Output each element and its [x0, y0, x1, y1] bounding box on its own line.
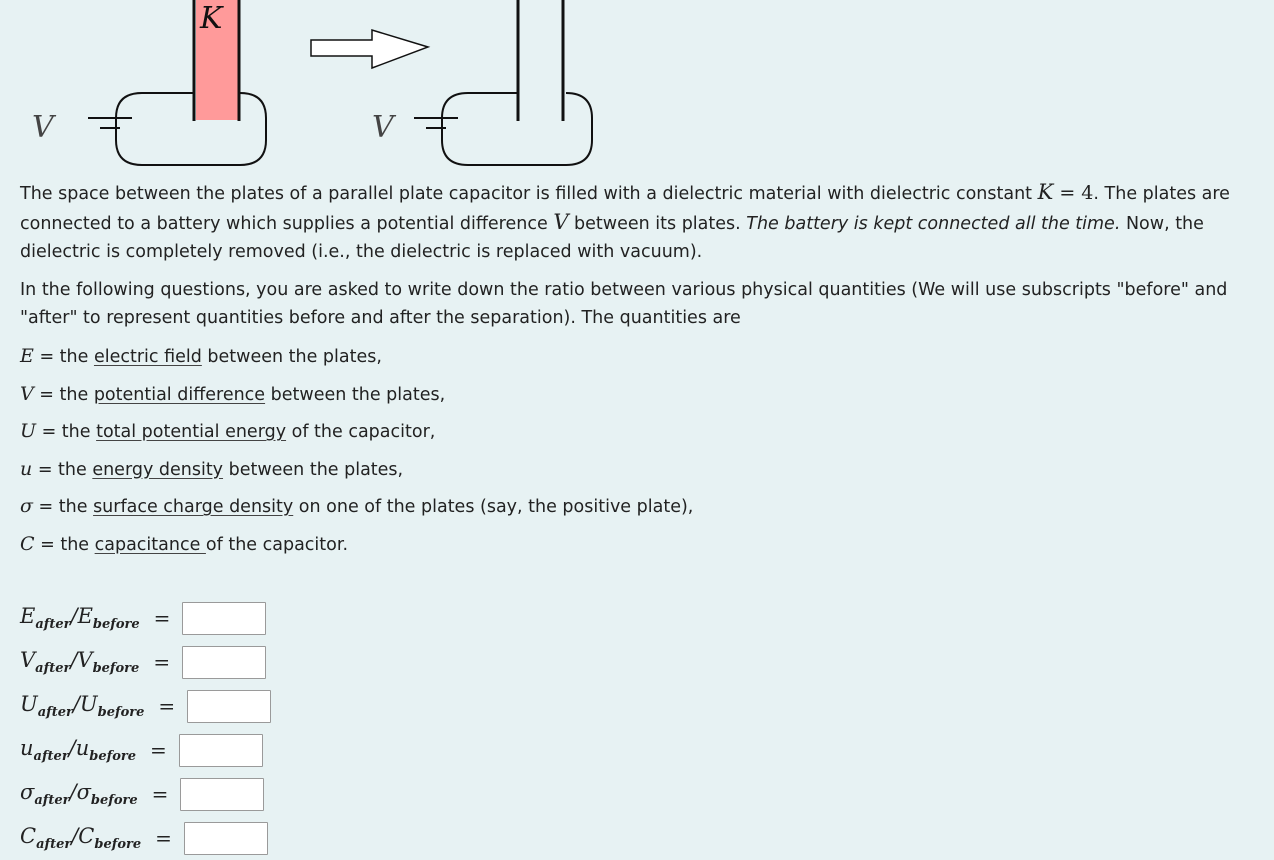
battery-note: The battery is kept connected all the time.: [746, 214, 1121, 234]
problem-text: [20, 178, 1250, 567]
definition-item: u = the energy density between the plates,: [20, 457, 404, 480]
left-circuit-wire: [116, 93, 266, 165]
answer-row-u-density: $u_{after}/u_{before}$ =: [20, 728, 271, 772]
answer-input-sigma[interactable]: [180, 778, 264, 811]
left-voltage-label: V: [32, 110, 54, 145]
answer-row-e: $E_{after}/E_{before}$ =: [20, 596, 271, 640]
ratio-expression: $\sigma_{after}/\sigma_{before}$: [20, 780, 138, 808]
surface-charge-density-link[interactable]: surface charge density: [93, 497, 294, 517]
definition-item: C = the capacitance of the capacitor.: [20, 532, 349, 555]
electric-field-link[interactable]: electric field: [93, 347, 202, 367]
ratio-expression: $V_{after}/V_{before}$: [20, 648, 140, 676]
capacitor-diagram: [0, 0, 640, 172]
answer-row-u-total: $U_{after}/U_{before}$ =: [20, 684, 271, 728]
answer-input-u-density[interactable]: [179, 734, 263, 767]
definition-item: E = the electric field between the plates,: [20, 345, 382, 367]
v-symbol: V: [553, 210, 569, 234]
k-symbol: K: [1037, 180, 1054, 204]
ratio-expression: $u_{after}/u_{before}$: [20, 736, 137, 764]
right-voltage-label: V: [372, 110, 394, 145]
answer-row-c: $C_{after}/C_{before}$ =: [20, 816, 271, 860]
answer-section: [20, 596, 271, 860]
problem-paragraph-2: In the following questions, you are asked to write down the ratio between various physical quantities (We will use subscripts "before" and "after" to represent quantities before and after the separation). The quantities are: [20, 280, 1228, 328]
problem-paragraph-1: The space between the plates of a parallel plate capacitor is filled with a dielectric material with dielectric constant K = 4. The plates are connected to a battery which supplies a potential difference V between its plates. The battery is kept connected all the time. Now, the dielectric is completely removed (i.e., the dielectric is replaced with vacuum).: [20, 180, 1230, 262]
ratio-expression: $E_{after}/E_{before}$: [20, 604, 140, 632]
arrow-icon: [311, 30, 428, 68]
total-potential-energy-link[interactable]: total potential energy: [96, 422, 287, 442]
energy-density-link[interactable]: energy density: [92, 459, 224, 480]
capacitance-link[interactable]: capacitance: [94, 534, 206, 555]
definition-item: V = the potential difference between the plates,: [20, 382, 446, 405]
answer-input-v[interactable]: [182, 646, 266, 679]
answer-row-sigma: $\sigma_{after}/\sigma_{before}$ =: [20, 772, 271, 816]
dielectric-label: K: [200, 1, 223, 36]
ratio-expression: $C_{after}/C_{before}$: [20, 824, 142, 852]
definition-item: σ = the surface charge density on one of the plates (say, the positive plate),: [20, 495, 694, 517]
definitions-list: [20, 342, 1250, 567]
ratio-expression: $U_{after}/U_{before}$: [20, 692, 145, 720]
answer-input-e[interactable]: [182, 602, 266, 635]
answer-input-c[interactable]: [184, 822, 268, 855]
answer-input-u-total[interactable]: [187, 690, 271, 723]
definition-item: U = the total potential energy of the capacitor,: [20, 420, 436, 442]
answer-row-v: $V_{after}/V_{before}$ =: [20, 640, 271, 684]
potential-difference-link[interactable]: potential difference: [93, 384, 266, 405]
